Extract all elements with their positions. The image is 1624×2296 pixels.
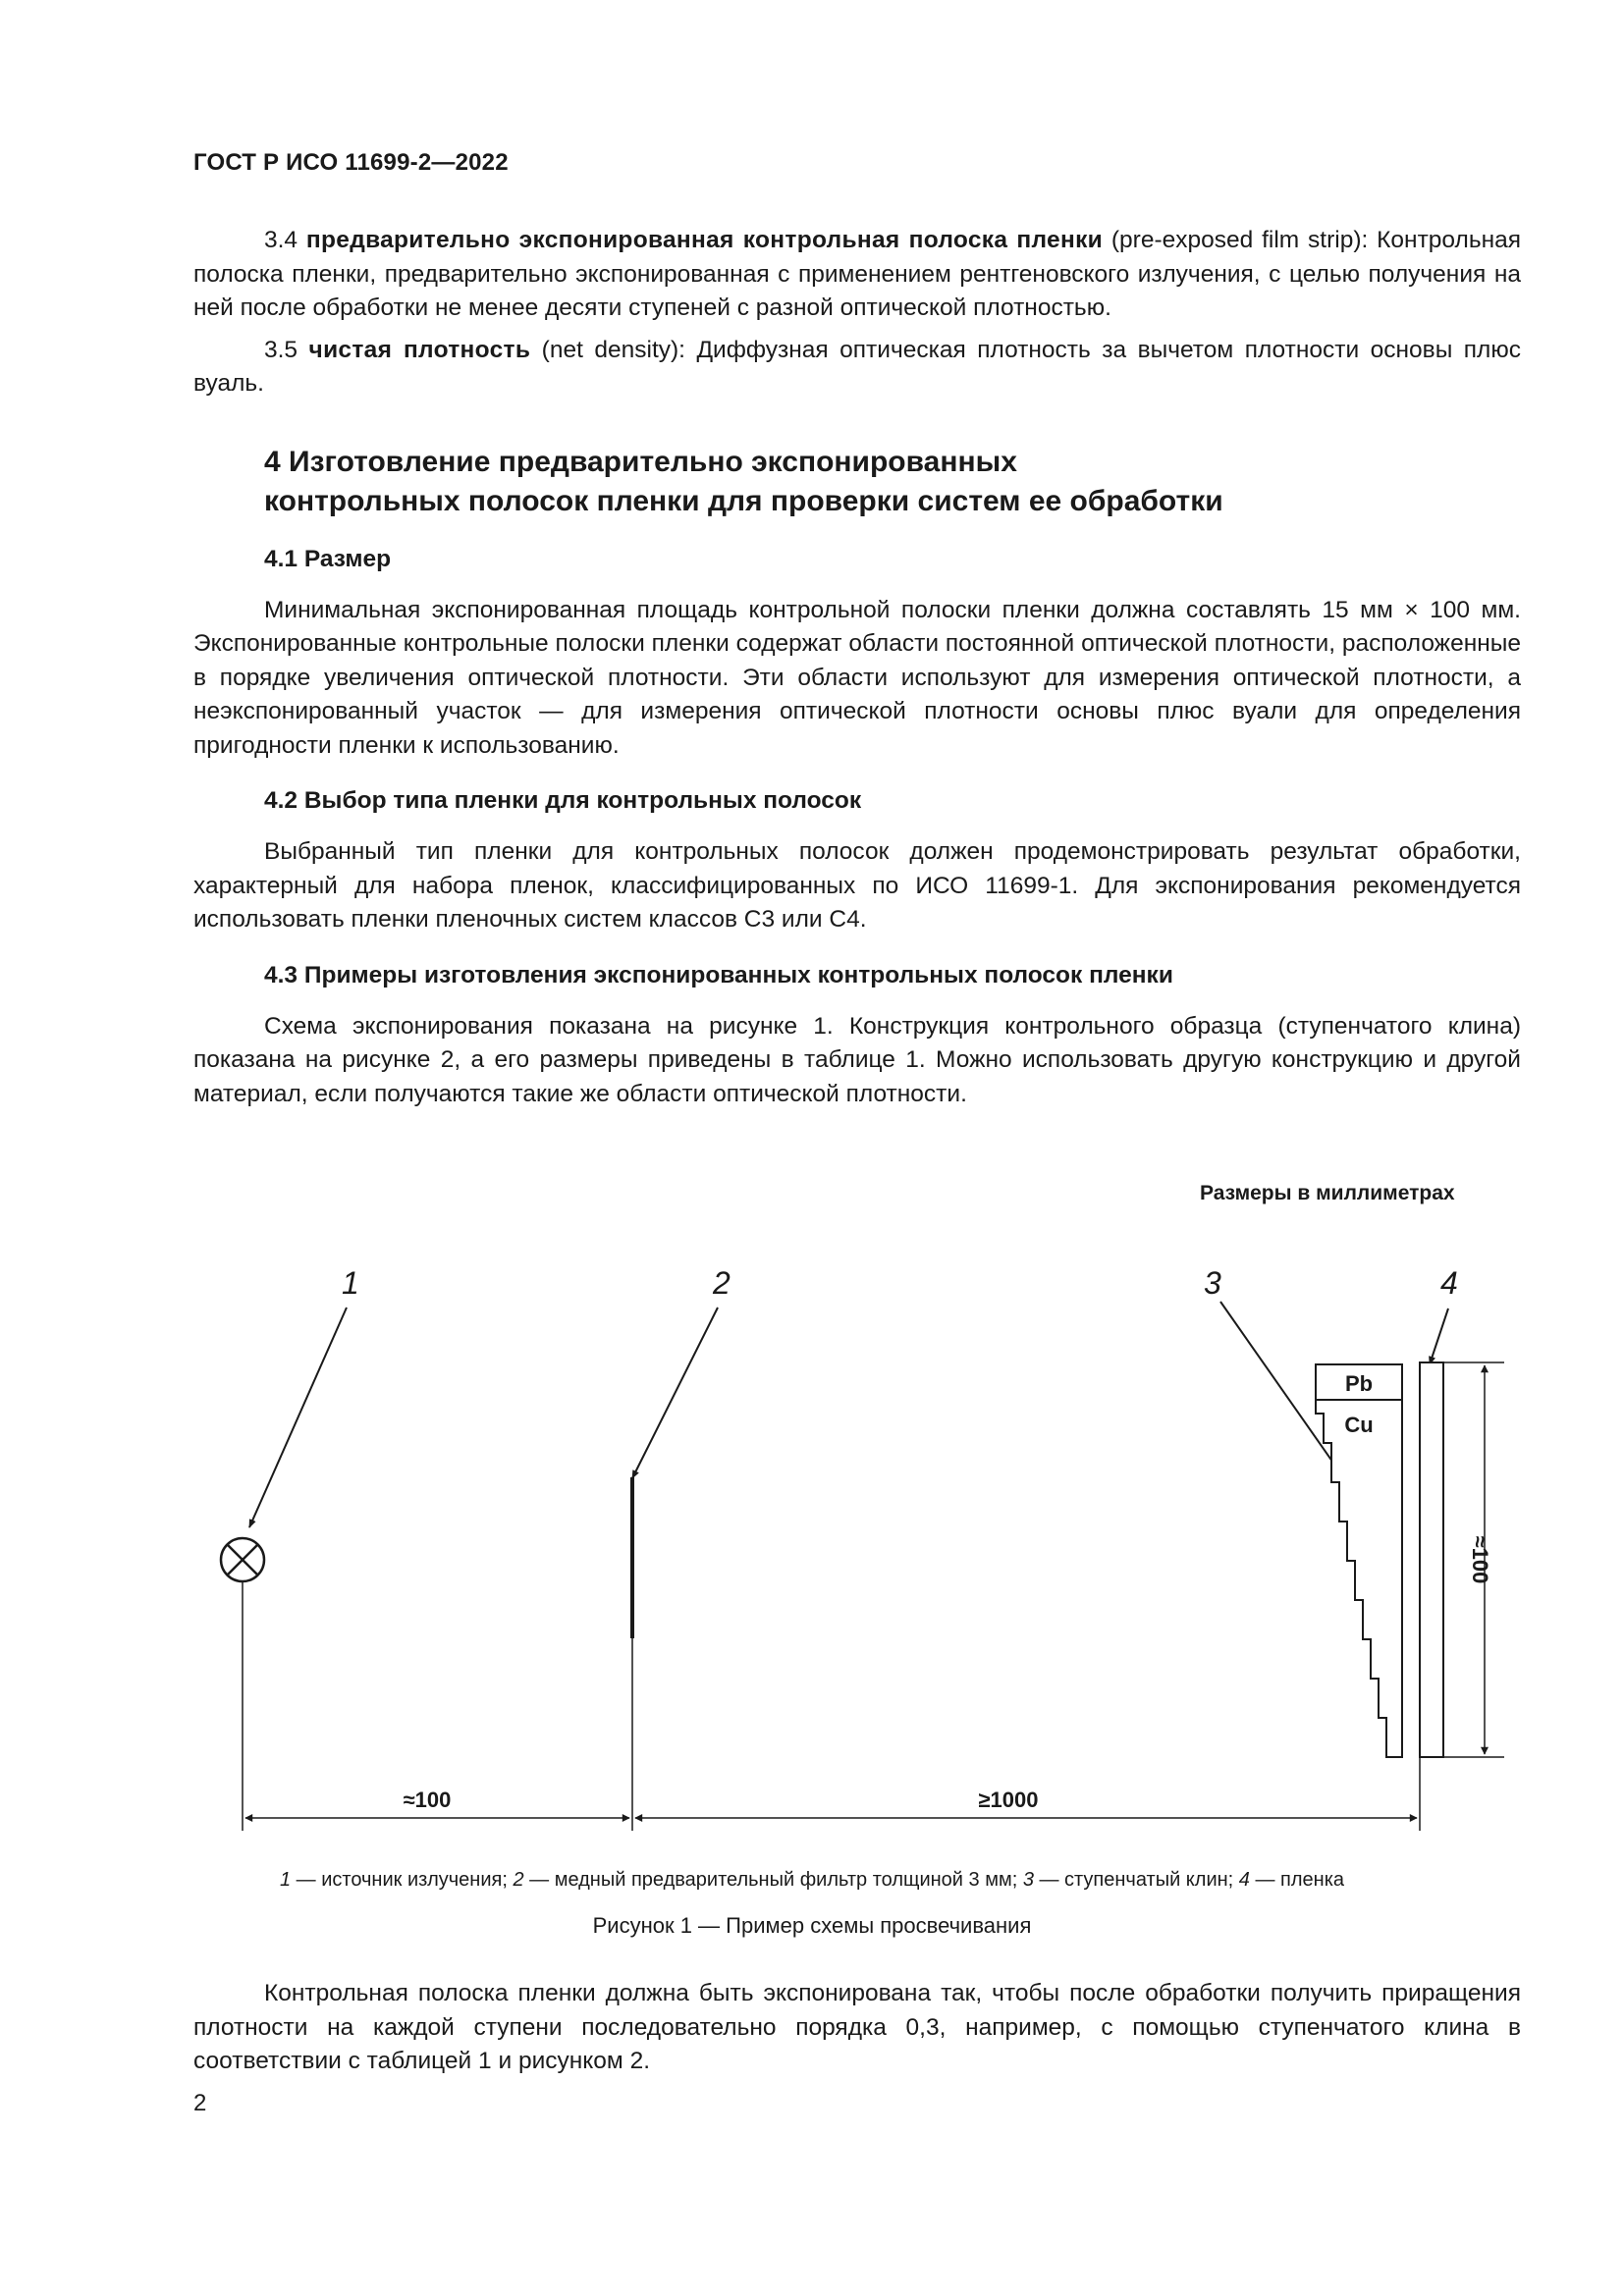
subsection-4-2-text: Выбранный тип пленки для контрольных полосок должен продемонстрировать результат обработки, характерный для набора пленок, классифицированных по ИСО 11699-1. Для экспонирования рекомендуется использовать пленки пленочных систем классов С3 или С4.	[193, 838, 1521, 933]
label-pb: Pb	[1344, 1371, 1374, 1396]
figure-legend	[0, 1869, 1624, 1892]
subsection-4-3-title: 4.3 Примеры изготовления экспонированных контрольных полосок пленки	[264, 961, 1173, 988]
clause-3-5-english: (net density):	[541, 336, 685, 363]
callout-2: 2	[713, 1265, 731, 1301]
radiation-source-icon	[221, 1538, 264, 1581]
closing-paragraph: Контрольная полоска пленки должна быть экспонирована так, чтобы после обработки получить приращения плотности на каждой ступени последовательно порядка 0,3, например, с помощью ступенчатого клина в соответствии с таблицей 1 и рисунком 2.	[193, 1980, 1521, 2074]
legend-key-1: 1	[279, 1869, 292, 1891]
clause-3-4-number: 3.4	[264, 227, 298, 253]
film	[1420, 1362, 1443, 1757]
figure-caption: Рисунок 1 — Пример схемы просвечивания	[592, 1913, 1032, 1938]
leader-line-2	[632, 1308, 718, 1478]
clause-3-5-definition: Диффузная оптическая плотность за вычетом плотности основы плюс вуаль.	[193, 336, 1521, 397]
source-filter-dimension: ≈100	[403, 1788, 452, 1812]
subsection-4-3-text: Схема экспонирования показана на рисунке 1. Конструкция контрольного образца (ступенчатого клина) показана на рисунке 2, а его размеры приведены в таблице 1. Можно использовать другую конструкцию и другой материал, если получаются такие же области оптической плотности.	[193, 1012, 1521, 1107]
clause-3-5-term: чистая плотность	[308, 336, 531, 363]
section-4-title-line2: контрольных полосок пленки для проверки систем ее обработки	[264, 484, 1223, 517]
leader-line-4	[1430, 1308, 1448, 1364]
legend-text-4: — пленка	[1249, 1869, 1344, 1891]
filter-film-dimension: ≥1000	[978, 1788, 1039, 1812]
subsection-4-1-text: Минимальная экспонированная площадь контрольной полоски пленки должна составлять 15 мм × 100 мм. Экспонированные контрольные полоски пленки содержат области постоянной оптической плотности, расположенные в порядке увеличения оптической плотности. Эти области используют для измерения оптической плотности, а неэкспонированный участок — для измерения оптической плотности основы плюс вуали для определения пригодности пленки к использованию.	[193, 596, 1521, 759]
legend-text-1: — источник излучения;	[291, 1869, 514, 1891]
clause-3-5-number: 3.5	[264, 336, 298, 363]
section-4-title-line1: 4 Изготовление предварительно экспонированных	[264, 445, 1017, 478]
legend-key-2: 2	[513, 1869, 524, 1891]
legend-key-4: 4	[1238, 1869, 1250, 1891]
subsection-4-2-title: 4.2 Выбор типа пленки для контрольных полосок	[264, 787, 862, 814]
closing-section	[193, 1977, 1521, 2079]
callout-3: 3	[1204, 1265, 1221, 1301]
leader-line-1	[249, 1308, 347, 1527]
legend-text-2: — медный предварительный фильтр толщиной 3 мм;	[523, 1869, 1023, 1891]
legend-key-3: 3	[1022, 1869, 1034, 1891]
callout-4: 4	[1440, 1265, 1458, 1301]
figure-units-note: Размеры в миллиметрах	[1200, 1182, 1455, 1204]
label-cu: Cu	[1344, 1413, 1374, 1437]
clause-3-4-definition: Контрольная полоска пленки, предварительно экспонированная с применением рентгеновского излучения, с целью получения на ней после обработки не менее десяти ступеней с разной оптической плотностью.	[193, 227, 1522, 321]
clause-3-4-english: (pre-exposed film strip):	[1110, 227, 1369, 253]
legend-text-3: — ступенчатый клин;	[1033, 1869, 1239, 1891]
film-height-dimension: ≈100	[1468, 1535, 1492, 1584]
copper-prefilter	[630, 1477, 634, 1638]
subsection-4-1-title: 4.1 Размер	[264, 545, 392, 572]
page-number: 2	[193, 2090, 207, 2116]
callout-1: 1	[342, 1265, 359, 1301]
clause-3-4-term: предварительно экспонированная контрольная полоска пленки	[305, 227, 1104, 253]
page-header-doc-id: ГОСТ Р ИСО 11699-2—2022	[193, 149, 509, 176]
